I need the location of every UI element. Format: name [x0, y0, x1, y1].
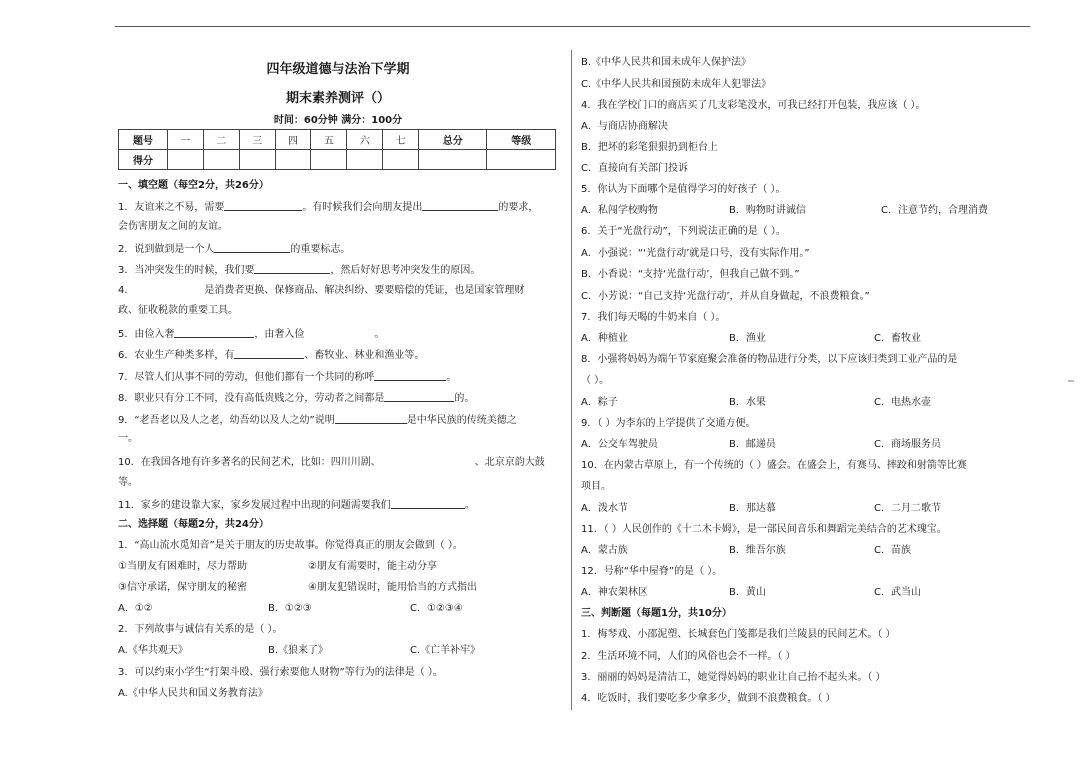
question-choice-10: 10．在内蒙古草原上，有一个传统的（ ）盛会。在盛会上，有赛马、摔跤和射箭等比赛: [581, 460, 967, 471]
score-table-cell: 得分: [119, 150, 168, 170]
question-choice-2-options: [118, 645, 563, 657]
option-b: B．维吾尔族: [729, 545, 786, 556]
option-b: B.《狼来了》: [268, 645, 329, 656]
option-c: C．二月二歌节: [874, 503, 941, 514]
section-heading-choice: 二、选择题（每题2分，共24分）: [118, 519, 269, 530]
option-c: C.《中华人民共和国预防未成年人犯罪法》: [581, 79, 772, 90]
question-fill-9: 9．“老吾老以及人之老，幼吾幼以及人之幼”说明 是中华民族的传统美德之: [118, 415, 517, 426]
question-fill-10: 10．在我国各地有许多著名的民间艺术，比如：四川川剧、 、北京京韵大鼓: [118, 457, 545, 468]
option-b: B.《中华人民共和国未成年人保护法》: [581, 57, 752, 68]
top-rule: [115, 26, 1030, 27]
question-fill-4: 4． 是消费者更换、保修商品、解决纠纷、要要赔偿的凭证，也是国家管理财: [118, 285, 525, 296]
question-fill-1: 1．友谊来之不易，需要 。有时候我们会向朋友提出 的要求，: [118, 202, 539, 213]
question-choice-3: 3．可以约束小学生“打架斗殴、强行索要他人财物”等行为的法律是（ ）。: [118, 667, 443, 678]
option-a: A．私闯学校购物: [581, 205, 658, 216]
option-a: A．蒙古族: [581, 545, 628, 556]
option-b: B．购物时讲诚信: [729, 205, 806, 216]
option-c: C．武当山: [874, 587, 921, 598]
question-choice-12: 12．号称“华中屋脊”的是（ ）。: [581, 566, 723, 577]
scan-mark: [1068, 380, 1074, 382]
question-fill-7: 7．尽管人们从事不同的劳动，但他们都有一个共同的称呼 。: [118, 372, 457, 383]
option-a: A．泼水节: [581, 503, 628, 514]
option-b: B．小香说：“支持‘光盘行动’，但我自己做不到。”: [581, 269, 800, 280]
exam-subtitle-title: 期末素养测评（）: [285, 91, 390, 106]
option-c: C．电热水壶: [874, 397, 931, 408]
question-choice-7-options: [581, 333, 1026, 345]
question-choice-5-options: [581, 205, 1026, 217]
question-fill-10-cont: 等。: [118, 477, 138, 488]
option-c: C.《亡羊补牢》: [410, 645, 481, 656]
option-b: B．把坏的彩笔狠狠扔到柜台上: [581, 142, 718, 153]
option-a: A．①②: [118, 603, 153, 614]
question-choice-8-cont: （ ）。: [581, 375, 610, 386]
section-heading-judge: 三、判断题（每题1分，共10分）: [581, 608, 732, 619]
answer-blank: [174, 327, 254, 338]
question-choice-8-options: [581, 397, 1026, 409]
score-table-score-row: [119, 150, 556, 170]
question-choice-9: 9．（ ）为李东的上学提供了交通方便。: [581, 418, 756, 429]
question-fill-8: 8．职业只有分工不同，没有高低贵贱之分，劳动者之间都是 的。: [118, 393, 475, 404]
option-a: A．与商店协商解决: [581, 121, 668, 132]
score-table-cell: 七: [383, 130, 419, 150]
option-c: C．直接向有关部门投诉: [581, 163, 688, 174]
question-judge-4: 4．吃饭时，我们要吃多少拿多少，做到不浪费粮食。（ ）: [581, 693, 836, 704]
question-fill-1-cont: 会伤害朋友之间的友谊。: [118, 221, 228, 232]
exam-title: 四年级道德与法治下学期: [266, 62, 410, 77]
question-fill-5: 5．由俭入奢 ，由奢入俭 。: [118, 329, 385, 340]
option-a: A．公交车驾驶员: [581, 439, 658, 450]
column-divider: [571, 50, 572, 710]
question-choice-11: 11．（ ）人民创作的《十二木卡姆》，是一部民间音乐和舞蹈完美结合的艺术瑰宝。: [581, 524, 947, 535]
option-b: B．①②③: [268, 603, 312, 614]
question-choice-4: 4．我在学校门口的商店买了几支彩笔没水，可我已经打开包装，我应该（ ）。: [581, 100, 926, 111]
question-choice-8: 8．小强将妈妈为端午节家庭聚会准备的物品进行分类，以下应该归类到工业产品的是: [581, 354, 958, 365]
option-c: C．畜牧业: [874, 333, 921, 344]
option-c: C．①②③④: [410, 603, 463, 614]
answer-blank: [335, 413, 407, 424]
option-c: C．商场服务员: [874, 439, 941, 450]
option-a: A.《华共观天》: [118, 645, 188, 656]
option-a: A．粽子: [581, 397, 618, 408]
exam-time-score: 时间：60分钟 满分：100分: [273, 115, 403, 126]
option-b: B．黄山: [729, 587, 766, 598]
score-table-cell: [239, 150, 275, 170]
option-c: C．注意节约，合理消费: [881, 205, 988, 216]
score-table-cell: 六: [347, 130, 383, 150]
question-choice-1-statements: [118, 582, 563, 594]
score-table-cell: [168, 150, 204, 170]
option-b: B．水果: [729, 397, 766, 408]
answer-blank: [254, 263, 330, 274]
answer-blank: [134, 284, 204, 294]
question-choice-1-options: [118, 603, 563, 615]
statement: ②朋友有需要时，能主动分享: [308, 561, 437, 572]
question-choice-11-options: [581, 545, 1026, 557]
score-table-cell: [311, 150, 347, 170]
question-choice-10-options: [581, 503, 1026, 515]
answer-blank: [214, 242, 290, 253]
answer-blank: [384, 391, 454, 402]
question-judge-1: 1．梅琴戏、小邵泥塑、长城套色门笺都是我们兰陵县的民间艺术。（ ）: [581, 629, 896, 640]
score-table-cell: [347, 150, 383, 170]
question-fill-3: 3．当冲突发生的时候，我们要 ，然后好好思考冲突发生的原因。: [118, 265, 481, 276]
question-choice-5: 5．你认为下面哪个是值得学习的好孩子（ ）。: [581, 184, 786, 195]
question-judge-3: 3．丽丽的妈妈是清洁工，她觉得妈妈的职业让自己抬不起头来。（ ）: [581, 672, 886, 683]
answer-blank: [224, 200, 302, 211]
answer-blank: [304, 328, 374, 338]
answer-blank: [381, 456, 475, 466]
option-a: A．种植业: [581, 333, 628, 344]
statement: ①当朋友有困难时，尽力帮助: [118, 561, 247, 572]
answer-blank: [422, 200, 498, 211]
question-fill-11: 11．家乡的建设靠大家，家乡发展过程中出现的问题需要我们 。: [118, 500, 475, 511]
section-heading-fill: 一、填空题（每空2分，共26分）: [118, 180, 269, 191]
option-b: B．那达慕: [729, 503, 776, 514]
question-choice-2: 2．下列故事与诚信有关系的是（ ）。: [118, 624, 283, 635]
question-choice-1-statements: [118, 561, 563, 573]
option-a: A．小强说：“‘光盘行动’就是口号，没有实际作用。”: [581, 248, 810, 259]
score-table: [118, 129, 556, 170]
statement: ③信守承诺，保守朋友的秘密: [118, 582, 247, 593]
option-a: A.《中华人民共和国义务教育法》: [118, 688, 268, 699]
option-c: C．苗族: [874, 545, 911, 556]
question-fill-2: 2．说到做到是一个人 的重要标志。: [118, 244, 351, 255]
score-table-cell: 四: [275, 130, 311, 150]
score-table-cell: 总分: [419, 130, 487, 150]
score-table-cell: 一: [168, 130, 204, 150]
question-choice-12-options: [581, 587, 1026, 599]
score-table-cell: 题号: [119, 130, 168, 150]
question-fill-4-cont: 政、征收税款的重要工具。: [118, 305, 238, 316]
answer-blank: [234, 348, 304, 359]
option-a: A．神农架林区: [581, 587, 648, 598]
score-table-cell: [203, 150, 239, 170]
score-table-cell: 五: [311, 130, 347, 150]
question-judge-2: 2．生活环境不同，人们的风俗也会不一样。（ ）: [581, 651, 796, 662]
question-fill-9-cont: 一。: [118, 433, 138, 444]
option-b: B．渔业: [729, 333, 766, 344]
question-choice-7: 7．我们每天喝的牛奶来自（ ）。: [581, 312, 726, 323]
score-table-cell: 二: [203, 130, 239, 150]
question-choice-9-options: [581, 439, 1026, 451]
option-c: C．小芳说：“自己支持‘光盘行动’，并从自身做起，不浪费粮食。”: [581, 291, 870, 302]
score-table-cell: 等级: [487, 130, 556, 150]
question-choice-1: 1．“高山流水觅知音”是关于朋友的历史故事。你觉得真正的朋友会做到（ ）。: [118, 540, 463, 551]
score-table-cell: [419, 150, 487, 170]
score-table-cell: 三: [239, 130, 275, 150]
score-table-cell: [275, 150, 311, 170]
score-table-header-row: [119, 130, 556, 150]
score-table-cell: [383, 150, 419, 170]
option-b: B．邮递员: [729, 439, 776, 450]
question-choice-6: 6．关于“光盘行动”，下列说法正确的是（ ）。: [581, 226, 786, 237]
score-table-cell: [487, 150, 556, 170]
statement: ④朋友犯错误时，能用恰当的方式指出: [308, 582, 477, 593]
answer-blank: [374, 370, 446, 381]
question-choice-10-cont: 项目。: [581, 481, 611, 492]
answer-blank: [391, 498, 465, 509]
question-fill-6: 6．农业生产种类多样，有 、畜牧业、林业和渔业等。: [118, 350, 425, 361]
